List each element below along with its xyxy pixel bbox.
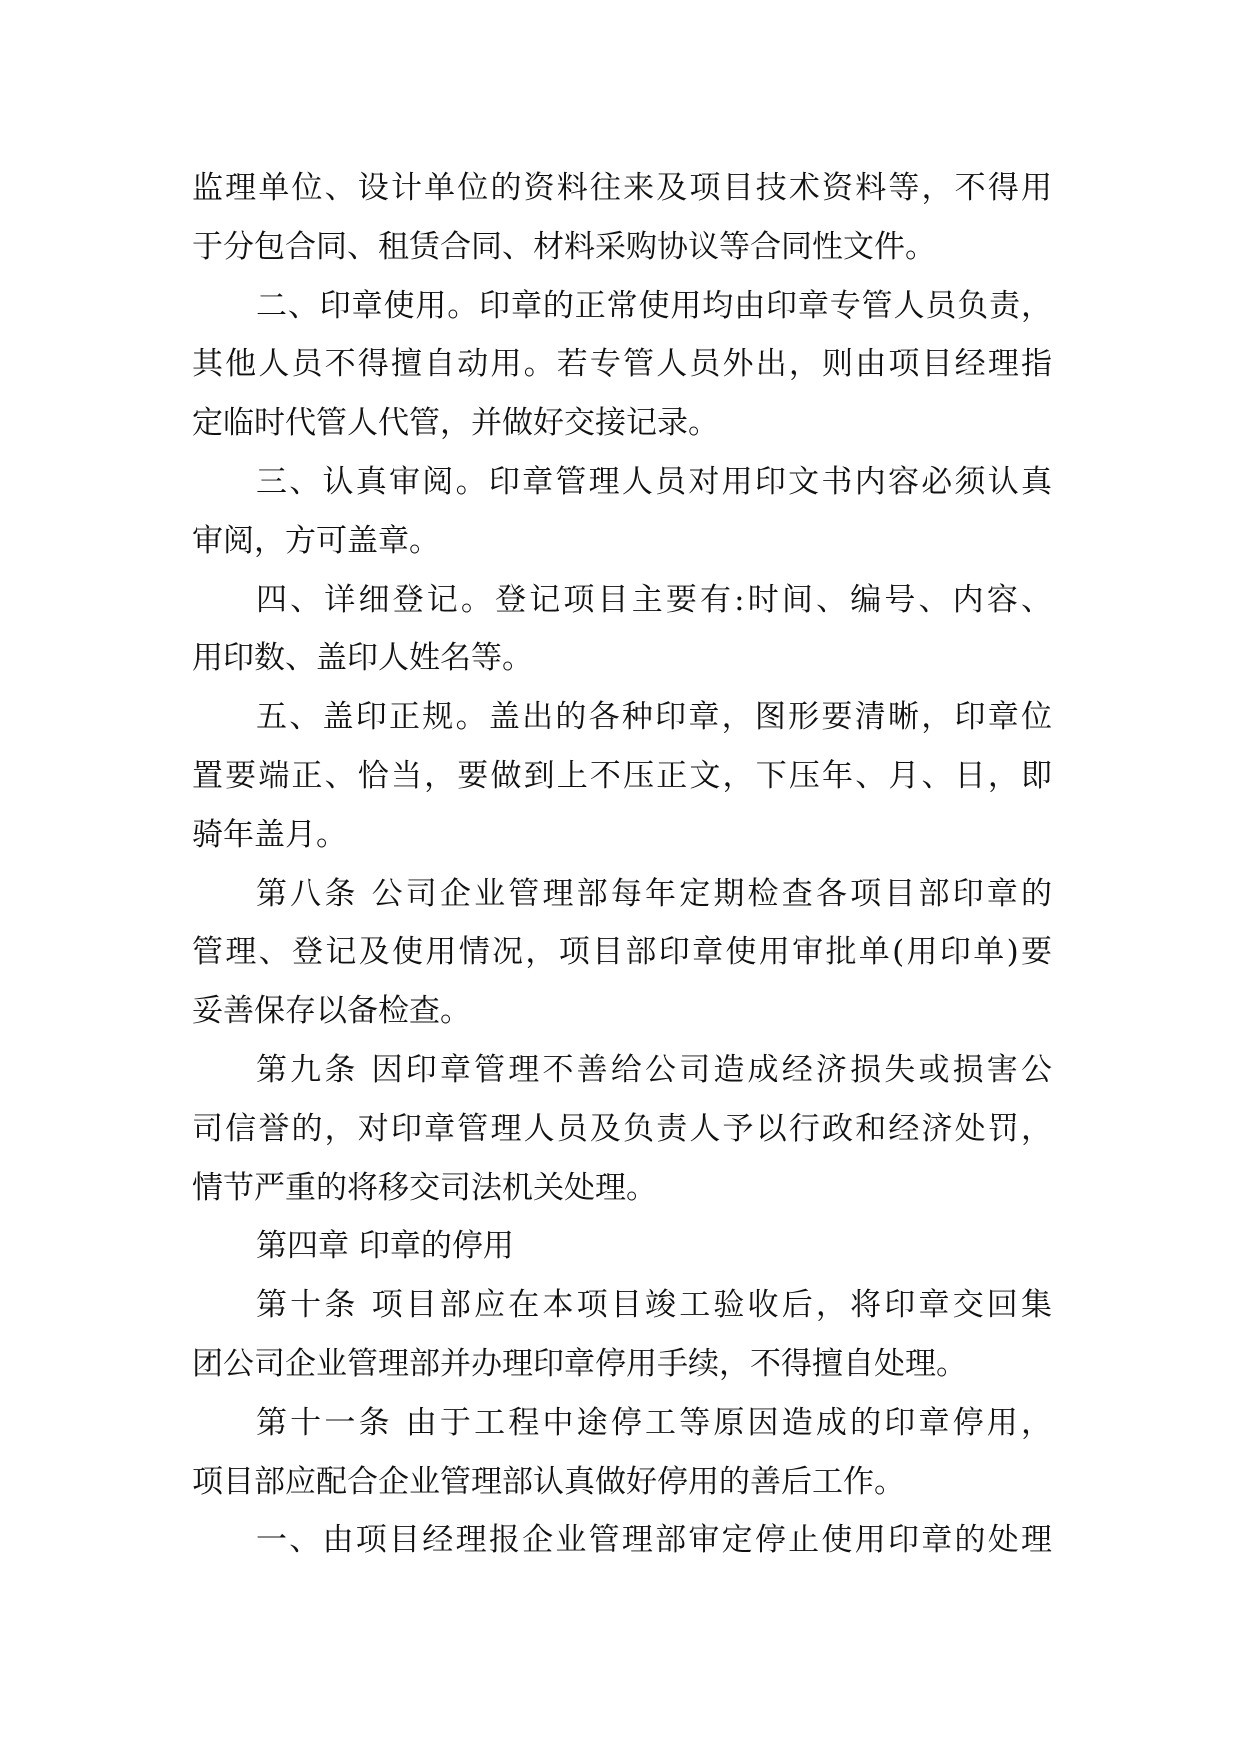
text-line: 第九条 因印章管理不善给公司造成经济损失或损害公 [256,1051,1052,1088]
text-line: 监理单位、设计单位的资料往来及项目技术资料等，不得用 [192,170,1052,206]
text-line: 团公司企业管理部并办理印章停用手续，不得擅自处理。 [192,1345,967,1382]
text-line: 妥善保存以备检查。 [192,993,471,1030]
text-line: 骑年盖月。 [192,816,347,853]
text-line: 定临时代管人代管，并做好交接记录。 [192,405,719,442]
text-line: 用印数、盖印人姓名等。 [192,640,533,677]
text-line: 第十一条 由于工程中途停工等原因造成的印章停用， [256,1404,1052,1441]
text-line: 情节严重的将移交司法机关处理。 [192,1169,657,1206]
text-line: 四、详细登记。登记项目主要有:时间、编号、内容、 [256,581,1052,618]
text-line: 项目部应配合企业管理部认真做好停用的善后工作。 [192,1463,905,1500]
text-line: 二、印章使用。印章的正常使用均由印章专管人员负责， [256,287,1052,324]
text-line: 审阅，方可盖章。 [192,522,440,559]
text-line: 其他人员不得擅自动用。若专管人员外出，则由项目经理指 [192,346,1052,383]
text-line: 司信誉的，对印章管理人员及负责人予以行政和经济处罚， [192,1110,1052,1147]
text-line: 三、认真审阅。印章管理人员对用印文书内容必须认真 [256,463,1052,500]
text-line: 五、盖印正规。盖出的各种印章，图形要清晰，印章位 [256,699,1052,736]
body-text [192,159,1052,1570]
text-line: 管理、登记及使用情况，项目部印章使用审批单(用印单)要 [192,934,1052,971]
text-line: 于分包合同、租赁合同、材料采购协议等合同性文件。 [192,228,936,265]
text-line: 一、由项目经理报企业管理部审定停止使用印章的处理 [256,1522,1052,1559]
text-line: 第八条 公司企业管理部每年定期检查各项目部印章的 [256,875,1052,912]
chapter-heading: 第四章 印章的停用 [256,1228,514,1265]
text-line: 第十条 项目部应在本项目竣工验收后，将印章交回集 [256,1287,1052,1324]
text-line: 置要端正、恰当，要做到上不压正文，下压年、月、日，即 [192,757,1052,794]
